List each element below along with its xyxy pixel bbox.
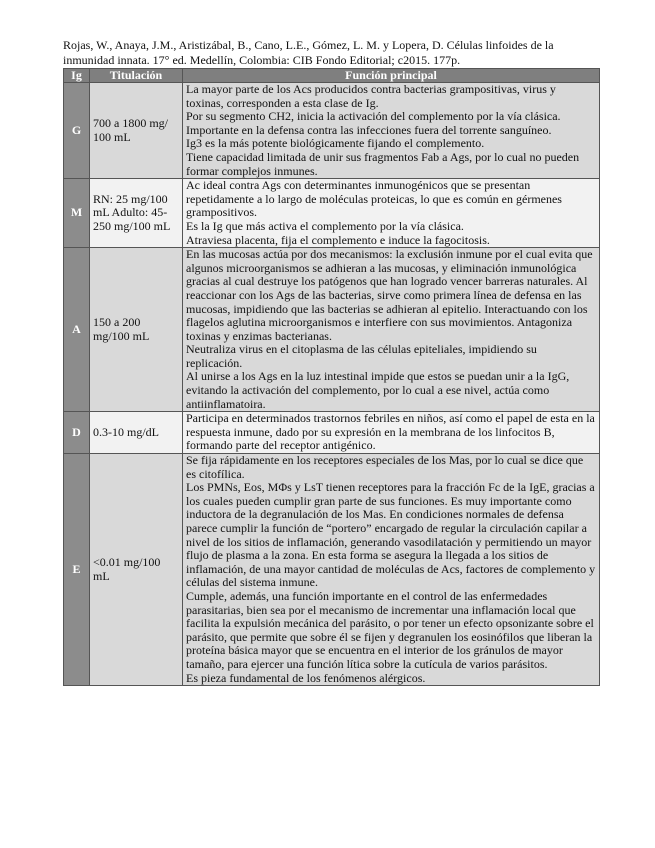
- funcion-line: Por su segmento CH2, inicia la activación del complemento por la vía clásica.: [186, 109, 561, 124]
- funcion-line: Cumple, además, una función importante en el control de las enfermedades parasitarias, bien sea por el mecanismo de incrementar una inflamación local que facilita la expulsión mecánica del parásito, o por tener un efecto opsonizante sobre el parásito, que permite que sobre él se fijen y degranulen los eosinófilos que liberan la proteína básica mayor que se encuentra en el interior de los gránulos de mayor tamaño, para ejercer una función lítica sobre la cutícula de varios parásitos.: [186, 588, 594, 671]
- table-header-row: [64, 69, 600, 83]
- funcion-line: Ig3 es la más potente biológicamente fijando el complemento.: [186, 136, 485, 151]
- table-row-igm: [64, 179, 600, 248]
- funcion-cell: [183, 248, 600, 412]
- funcion-line: Al unirse a los Ags en la luz intestinal impide que estos se puedan unir a la IgG, evitando la activación del complemento, por lo cual a ese nivel, actúa como antiinflamatoira.: [186, 369, 570, 411]
- ig-class-cell: M: [64, 179, 90, 248]
- funcion-cell: [183, 412, 600, 454]
- funcion-line: Tiene capacidad limitada de unir sus fragmentos Fab a Ags, por lo cual no pueden formar complejos inmunes.: [186, 149, 580, 178]
- titulacion-cell: 150 a 200 mg/100 mL: [90, 248, 183, 412]
- funcion-cell: [183, 454, 600, 686]
- funcion-line: Los PMNs, Eos, MΦs y LsT tienen receptores para la fracción Fc de la IgE, gracias a los cuales pueden cumplir gran parte de sus funciones. Es muy importante como inductora de la degranulación de los Mas. En condiciones normales de defensa parece cumplir la función de “portero” encargado de regular la circulación capilar a nivel de los sitios de inflamación, generando vasodilatación y permitiendo un mayor flujo de plasma a la zona. En esta forma se asegura la llegada a los sitios de inflamación, de una mayor cantidad de moléculas de Acs, factores de complemento y células del sistema inmune.: [186, 480, 596, 590]
- funcion-cell: [183, 83, 600, 179]
- funcion-line: Es pieza fundamental de los fenómenos alérgicos.: [186, 670, 426, 685]
- table-row-igg: [64, 83, 600, 179]
- funcion-line: Ac ideal contra Ags con determinantes inmunogénicos que se presentan repetidamente a lo largo de moléculas proteicas, lo que es común en gérmenes grampositivos.: [186, 178, 562, 220]
- funcion-cell: [183, 179, 600, 248]
- header-funcion: Función principal: [183, 69, 600, 83]
- citation: Rojas, W., Anaya, J.M., Aristizábal, B., Cano, L.E., Gómez, L. M. y Lopera, D. Células linfoides de la inmunidad innata. 17° ed. Medellín, Colombia: CIB Fondo Editorial; c2015. 177p.: [63, 38, 554, 67]
- table-row-iga: [64, 248, 600, 412]
- table-row-ige: [64, 454, 600, 686]
- titulacion-cell: RN: 25 mg/100 mL Adulto: 45-250 mg/100 mL: [90, 179, 183, 248]
- funcion-line: En las mucosas actúa por dos mecanismos: la exclusión inmune por el cual evita que algunos microorganismos se adhieran a las mucosas, y eliminación inmunológica gracias al cual destruye los patógenos que han logrado vencer barreras naturales. Al reaccionar con los Ags de las bacterias, sirve como primera línea de defensa en las mucosas, impidiendo que las bacterias se adhieran al epitelio. Interactuando con los flagelos aglutina microorganismos e interfiere con sus movimientos. Antagoniza toxinas y enzimas bacterianas.: [186, 247, 593, 343]
- funcion-line: Neutraliza virus en el citoplasma de las células epiteliales, impidiendo su replicación.: [186, 342, 537, 370]
- funcion-line: Es la Ig que más activa el complemento por la vía clásica.: [186, 218, 464, 233]
- funcion-line: Se fija rápidamente en los receptores especiales de los Mas, por lo cual se dice que es citofílica.: [186, 453, 584, 481]
- ig-class-cell: G: [64, 83, 90, 179]
- titulacion-cell: <0.01 mg/100 mL: [90, 454, 183, 686]
- table-row-igd: [64, 412, 600, 454]
- header-titulacion: Titulación: [90, 69, 183, 83]
- ig-class-cell: A: [64, 248, 90, 412]
- ig-class-cell: D: [64, 412, 90, 454]
- funcion-line: La mayor parte de los Acs producidos contra bacterias grampositivas, virus y toxinas, corresponden a esta clase de Ig.: [186, 82, 556, 110]
- immunoglobulin-table: [63, 68, 600, 686]
- funcion-line: Participa en determinados trastornos febriles en niños, así como el papel de esta en la respuesta inmune, dado por su expresión en la membrana de los linfocitos B, formando parte del receptor antigénico.: [186, 411, 595, 453]
- titulacion-cell: 0.3-10 mg/dL: [90, 412, 183, 454]
- ig-class-cell: E: [64, 454, 90, 686]
- funcion-line: Atraviesa placenta, fija el complemento e induce la fagocitosis.: [186, 232, 490, 247]
- titulacion-cell: 700 a 1800 mg/ 100 mL: [90, 83, 183, 179]
- funcion-line: Importante en la defensa contra las infecciones fuera del torrente sanguíneo.: [186, 122, 552, 137]
- header-ig: Ig: [64, 69, 90, 83]
